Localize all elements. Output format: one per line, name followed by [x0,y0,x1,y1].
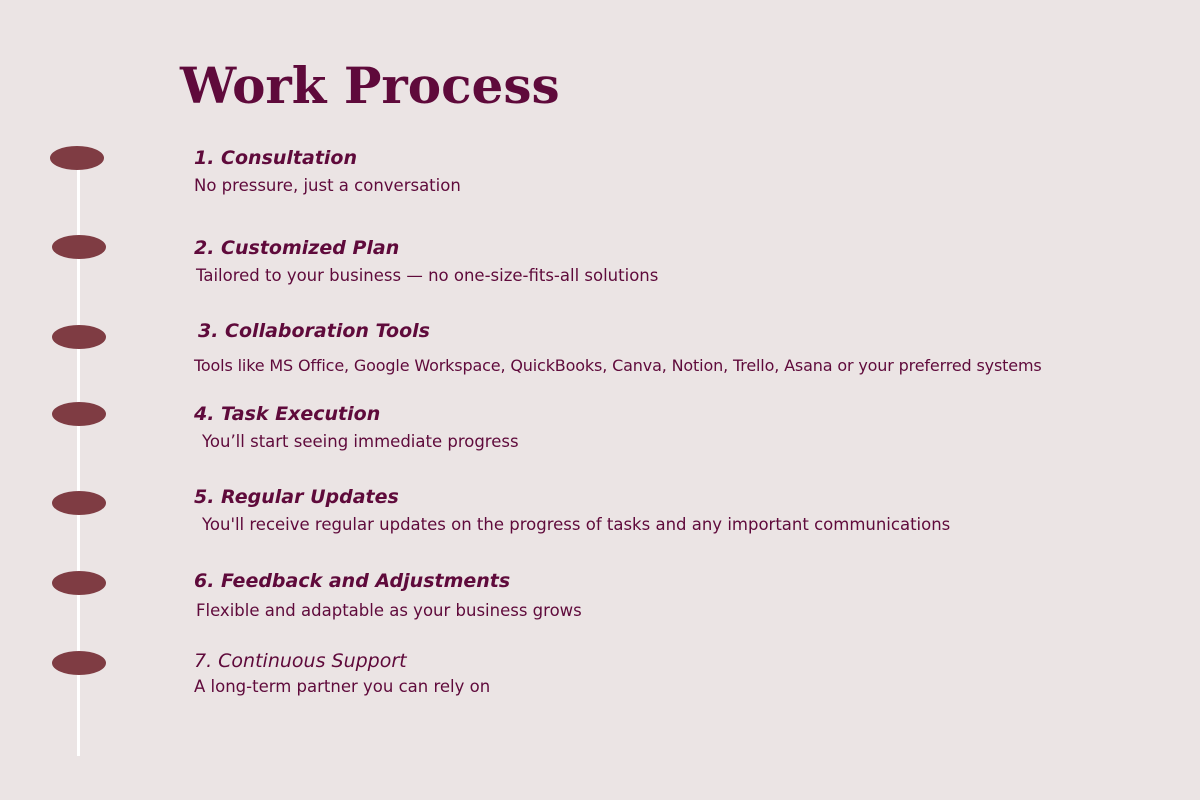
step-6-description: Flexible and adaptable as your business grows [196,601,582,620]
timeline-dot-7 [52,651,106,675]
step-2-description: Tailored to your business — no one-size-fits-all solutions [196,266,659,285]
step-5-description: You'll receive regular updates on the progress of tasks and any important communications [202,515,951,534]
step-3-title: 3. Collaboration Tools [198,320,430,342]
page-title: Work Process [180,56,560,115]
step-7-description: A long-term partner you can rely on [194,677,491,696]
step-1-title: 1. Consultation [194,147,358,169]
step-4-title: 4. Task Execution [194,403,381,425]
timeline-dot-6 [52,571,106,595]
timeline-dot-5 [52,491,106,515]
timeline-dot-3 [52,325,106,349]
step-7-title: 7. Continuous Support [194,650,407,672]
timeline-dot-1 [50,146,104,170]
step-6-title: 6. Feedback and Adjustments [194,570,511,592]
step-3-description: Tools like MS Office, Google Workspace, QuickBooks, Canva, Notion, Trello, Asana or your preferred systems [194,356,1042,375]
step-1-description: No pressure, just a conversation [194,176,461,195]
step-2-title: 2. Customized Plan [194,237,400,259]
step-5-title: 5. Regular Updates [194,486,399,508]
timeline-dot-4 [52,402,106,426]
timeline-dot-2 [52,235,106,259]
step-4-description: You’ll start seeing immediate progress [202,432,519,451]
